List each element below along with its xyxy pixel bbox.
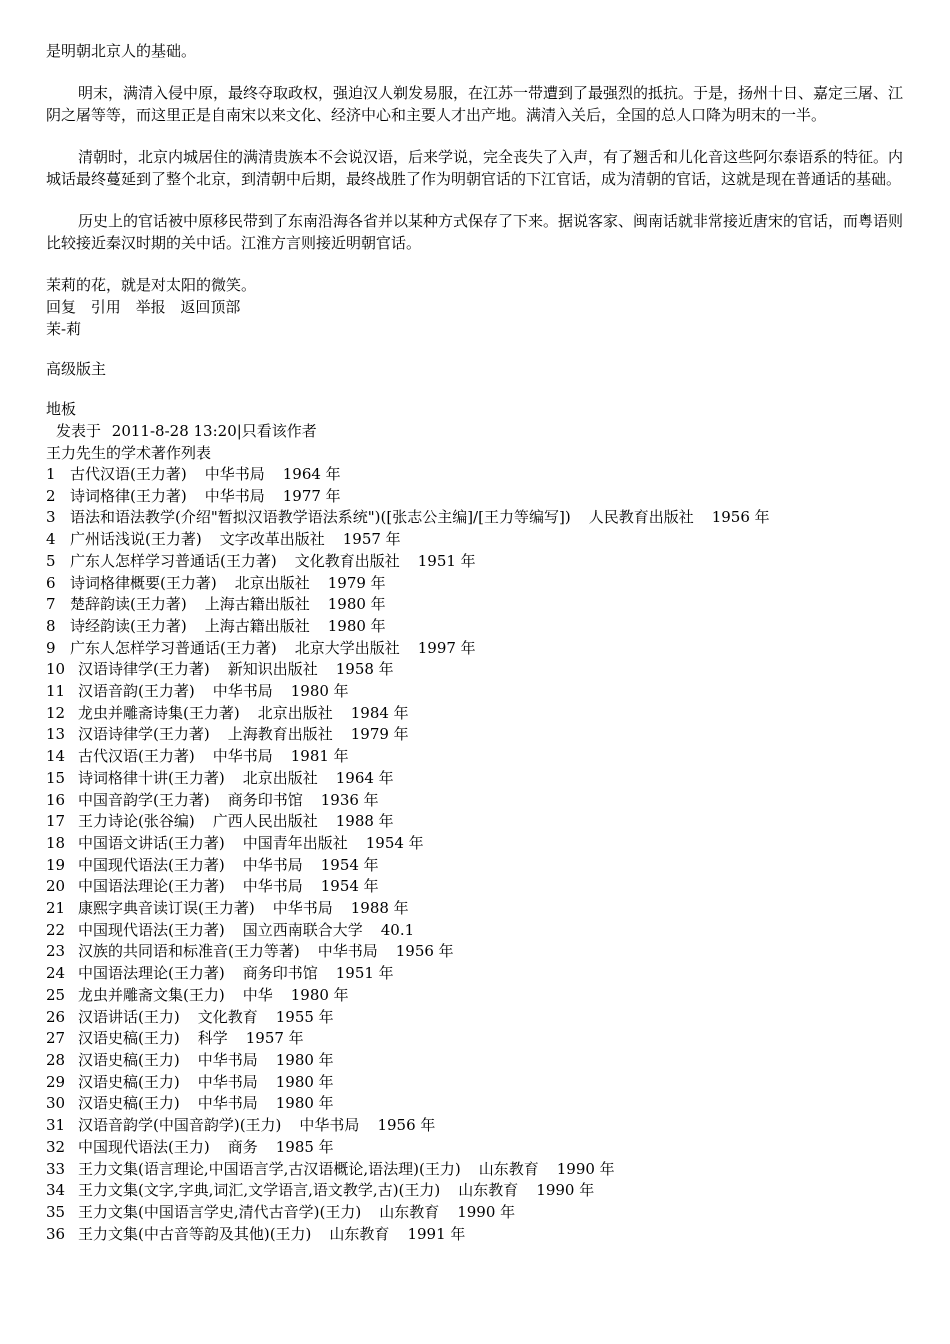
work-year: 1990 年 bbox=[536, 1181, 595, 1200]
work-row bbox=[46, 616, 908, 638]
work-number: 31 bbox=[46, 1116, 66, 1135]
post-actions bbox=[46, 296, 908, 318]
work-year: 1956 年 bbox=[711, 508, 770, 527]
work-number: 29 bbox=[46, 1072, 66, 1091]
work-row bbox=[46, 659, 908, 681]
post-meta bbox=[46, 420, 908, 442]
reply-link[interactable]: 回复 bbox=[46, 298, 77, 316]
work-row bbox=[46, 855, 908, 877]
work-title: 汉语史稿(王力) bbox=[78, 1072, 180, 1091]
work-title: 诗经韵读(王力著) bbox=[70, 616, 187, 635]
work-publisher: 中华书局 bbox=[212, 747, 273, 766]
work-title: 王力文集(中古音等韵及其他)(王力) bbox=[78, 1224, 312, 1243]
work-publisher: 中华书局 bbox=[212, 682, 273, 701]
work-title: 广东人怎样学习普通话(王力著) bbox=[70, 638, 277, 657]
only-author-link[interactable]: |只看该作者 bbox=[236, 422, 317, 440]
work-row bbox=[46, 920, 908, 942]
work-row bbox=[46, 1224, 908, 1246]
work-number: 3 bbox=[46, 508, 56, 527]
work-row bbox=[46, 811, 908, 833]
work-year: 1988 年 bbox=[335, 812, 394, 831]
work-row bbox=[46, 638, 908, 660]
work-title: 楚辞韵读(王力著) bbox=[70, 595, 187, 614]
work-number: 26 bbox=[46, 1007, 66, 1026]
work-row bbox=[46, 876, 908, 898]
work-year: 1957 年 bbox=[342, 530, 401, 549]
work-publisher: 山东教育 bbox=[379, 1202, 440, 1221]
author-name[interactable]: 茉-莉 bbox=[46, 320, 82, 338]
work-year: 1956 年 bbox=[377, 1116, 436, 1135]
work-title: 汉语史稿(王力) bbox=[78, 1050, 180, 1069]
work-publisher: 北京出版社 bbox=[234, 573, 310, 592]
work-publisher: 文字改革出版社 bbox=[219, 530, 325, 549]
work-year: 1997 年 bbox=[417, 638, 476, 657]
work-year: 1981 年 bbox=[290, 747, 349, 766]
work-title: 王力文集(中国语言学史,清代古音学)(王力) bbox=[78, 1202, 362, 1221]
work-title: 中国现代语法(王力著) bbox=[78, 920, 225, 939]
work-row bbox=[46, 790, 908, 812]
work-title: 王力文集(文字,字典,词汇,文学语言,语文教学,古)(王力) bbox=[78, 1181, 441, 1200]
work-year: 1957 年 bbox=[245, 1029, 304, 1048]
work-year: 1954 年 bbox=[320, 877, 379, 896]
work-publisher: 上海古籍出版社 bbox=[204, 616, 310, 635]
work-year: 1964 年 bbox=[335, 768, 394, 787]
work-number: 16 bbox=[46, 790, 66, 809]
work-row bbox=[46, 529, 908, 551]
list-title: 王力先生的学术著作列表 bbox=[46, 444, 212, 462]
work-year: 1954 年 bbox=[320, 855, 379, 874]
work-row bbox=[46, 768, 908, 790]
author-rank: 高级版主 bbox=[46, 360, 107, 378]
floor-label: 地板 bbox=[46, 400, 77, 418]
work-year: 1954 年 bbox=[365, 833, 424, 852]
work-year: 1991 年 bbox=[407, 1224, 466, 1243]
work-publisher: 中华书局 bbox=[299, 1116, 360, 1135]
work-publisher: 山东教育 bbox=[478, 1159, 539, 1178]
work-number: 34 bbox=[46, 1181, 66, 1200]
quote-link[interactable]: 引用 bbox=[90, 298, 121, 316]
work-publisher: 中华 bbox=[242, 985, 273, 1004]
work-number: 9 bbox=[46, 638, 56, 657]
work-year: 1958 年 bbox=[335, 660, 394, 679]
paragraph-4: 历史上的官话被中原移民带到了东南沿海各省并以某种方式保存了下来。据说客家、闽南话就非常接近唐宋的官话，而粤语则比较接近秦汉时期的关中话。江淮方言则接近明朝官话。 bbox=[46, 212, 904, 252]
work-title: 古代汉语(王力著) bbox=[78, 747, 195, 766]
work-year: 1951 年 bbox=[335, 964, 394, 983]
work-row bbox=[46, 1159, 908, 1181]
work-row bbox=[46, 963, 908, 985]
work-title: 王力文集(语言理论,中国语言学,古汉语概论,语法理)(王力) bbox=[78, 1159, 461, 1178]
work-row bbox=[46, 1202, 908, 1224]
work-title: 中国语法理论(王力著) bbox=[78, 964, 225, 983]
work-number: 6 bbox=[46, 573, 56, 592]
work-number: 23 bbox=[46, 942, 66, 961]
work-title: 诗词格律(王力著) bbox=[70, 486, 187, 505]
report-link[interactable]: 举报 bbox=[135, 298, 166, 316]
work-number: 22 bbox=[46, 920, 66, 939]
work-number: 11 bbox=[46, 682, 66, 701]
work-title: 龙虫并雕斋诗集(王力著) bbox=[78, 703, 240, 722]
work-title: 中国现代语法(王力) bbox=[78, 1137, 210, 1156]
work-number: 12 bbox=[46, 703, 66, 722]
posted-prefix: 发表于 bbox=[56, 422, 102, 440]
work-number: 13 bbox=[46, 725, 66, 744]
work-publisher: 广西人民出版社 bbox=[212, 812, 318, 831]
work-title: 龙虫并雕斋文集(王力) bbox=[78, 985, 225, 1004]
work-year: 1985 年 bbox=[275, 1137, 334, 1156]
work-publisher: 北京大学出版社 bbox=[294, 638, 400, 657]
work-row bbox=[46, 724, 908, 746]
work-publisher: 中华书局 bbox=[197, 1050, 258, 1069]
forum-page bbox=[46, 0, 908, 1245]
work-year: 40.1 bbox=[380, 920, 415, 939]
work-title: 广东人怎样学习普通话(王力著) bbox=[70, 551, 277, 570]
work-publisher: 文化教育 bbox=[197, 1007, 258, 1026]
work-number: 32 bbox=[46, 1137, 66, 1156]
work-title: 中国音韵学(王力著) bbox=[78, 790, 210, 809]
work-number: 14 bbox=[46, 747, 66, 766]
work-row bbox=[46, 1115, 908, 1137]
work-title: 汉语史稿(王力) bbox=[78, 1029, 180, 1048]
work-number: 28 bbox=[46, 1050, 66, 1069]
work-number: 8 bbox=[46, 616, 56, 635]
work-publisher: 中华书局 bbox=[242, 855, 303, 874]
work-row bbox=[46, 703, 908, 725]
work-row bbox=[46, 1093, 908, 1115]
work-title: 中国现代语法(王力著) bbox=[78, 855, 225, 874]
work-number: 19 bbox=[46, 855, 66, 874]
work-number: 21 bbox=[46, 899, 66, 918]
work-year: 1990 年 bbox=[556, 1159, 615, 1178]
work-row bbox=[46, 1072, 908, 1094]
work-row bbox=[46, 1028, 908, 1050]
work-row bbox=[46, 746, 908, 768]
work-number: 15 bbox=[46, 768, 66, 787]
work-number: 36 bbox=[46, 1224, 66, 1243]
work-row bbox=[46, 941, 908, 963]
work-number: 2 bbox=[46, 486, 56, 505]
work-publisher: 文化教育出版社 bbox=[294, 551, 400, 570]
work-year: 1988 年 bbox=[350, 899, 409, 918]
work-row bbox=[46, 507, 908, 529]
work-title: 汉语史稿(王力) bbox=[78, 1094, 180, 1113]
work-title: 汉语诗律学(王力著) bbox=[78, 725, 210, 744]
work-publisher: 中华书局 bbox=[242, 877, 303, 896]
work-number: 24 bbox=[46, 964, 66, 983]
work-publisher: 上海教育出版社 bbox=[227, 725, 333, 744]
work-year: 1956 年 bbox=[395, 942, 454, 961]
work-title: 中国语法理论(王力著) bbox=[78, 877, 225, 896]
work-row bbox=[46, 551, 908, 573]
work-row bbox=[46, 985, 908, 1007]
work-title: 语法和语法教学(介绍"暂拟汉语教学语法系统")([张志公主编]/[王力等编写]) bbox=[70, 508, 571, 527]
work-row bbox=[46, 594, 908, 616]
work-publisher: 上海古籍出版社 bbox=[204, 595, 310, 614]
work-number: 17 bbox=[46, 812, 66, 831]
back-to-top-link[interactable]: 返回顶部 bbox=[180, 298, 241, 316]
work-year: 1980 年 bbox=[275, 1072, 334, 1091]
work-year: 1980 年 bbox=[327, 595, 386, 614]
work-title: 汉语讲话(王力) bbox=[78, 1007, 180, 1026]
work-year: 1951 年 bbox=[417, 551, 476, 570]
work-row bbox=[46, 1137, 908, 1159]
work-number: 4 bbox=[46, 530, 56, 549]
work-publisher: 国立西南联合大学 bbox=[242, 920, 363, 939]
paragraph-3: 清朝时，北京内城居住的满清贵族本不会说汉语，后来学说，完全丧失了入声，有了翘舌和儿化音这些阿尔泰语系的特征。内城话最终蔓延到了整个北京，到清朝中后期，最终战胜了作为明朝官话的下江官话，成为清朝的官话，这就是现在普通话的基础。 bbox=[46, 148, 904, 188]
work-year: 1984 年 bbox=[350, 703, 409, 722]
work-title: 中国语文讲话(王力著) bbox=[78, 833, 225, 852]
work-year: 1980 年 bbox=[275, 1050, 334, 1069]
work-title: 古代汉语(王力著) bbox=[70, 465, 187, 483]
work-number: 35 bbox=[46, 1202, 66, 1221]
work-publisher: 商务印书馆 bbox=[242, 964, 318, 983]
work-title: 汉语诗律学(王力著) bbox=[78, 660, 210, 679]
work-row bbox=[46, 464, 908, 486]
work-year: 1955 年 bbox=[275, 1007, 334, 1026]
work-publisher: 山东教育 bbox=[458, 1181, 519, 1200]
work-row bbox=[46, 486, 908, 508]
work-row bbox=[46, 898, 908, 920]
work-year: 1977 年 bbox=[282, 486, 341, 505]
work-number: 33 bbox=[46, 1159, 66, 1178]
work-number: 5 bbox=[46, 551, 56, 570]
work-number: 10 bbox=[46, 660, 66, 679]
work-publisher: 新知识出版社 bbox=[227, 660, 318, 679]
work-number: 30 bbox=[46, 1094, 66, 1113]
work-row bbox=[46, 1180, 908, 1202]
work-year: 1979 年 bbox=[327, 573, 386, 592]
work-year: 1980 年 bbox=[290, 985, 349, 1004]
paragraph-1: 是明朝北京人的基础。 bbox=[46, 42, 197, 60]
work-row bbox=[46, 1007, 908, 1029]
work-publisher: 商务 bbox=[227, 1137, 258, 1156]
work-title: 王力诗论(张谷编) bbox=[78, 812, 195, 831]
work-number: 1 bbox=[46, 465, 56, 483]
work-year: 1964 年 bbox=[282, 465, 341, 483]
work-publisher: 中华书局 bbox=[204, 465, 265, 483]
work-publisher: 山东教育 bbox=[329, 1224, 390, 1243]
work-title: 汉语音韵学(中国音韵学)(王力) bbox=[78, 1116, 282, 1135]
work-publisher: 人民教育出版社 bbox=[588, 508, 694, 527]
work-row bbox=[46, 833, 908, 855]
work-publisher: 中华书局 bbox=[197, 1094, 258, 1113]
work-number: 25 bbox=[46, 985, 66, 1004]
work-publisher: 中华书局 bbox=[197, 1072, 258, 1091]
work-title: 诗词格律十讲(王力著) bbox=[78, 768, 225, 787]
work-number: 20 bbox=[46, 877, 66, 896]
work-publisher: 商务印书馆 bbox=[227, 790, 303, 809]
work-publisher: 北京出版社 bbox=[242, 768, 318, 787]
work-row bbox=[46, 1050, 908, 1072]
work-row bbox=[46, 681, 908, 703]
work-title: 诗词格律概要(王力著) bbox=[70, 573, 217, 592]
work-year: 1990 年 bbox=[457, 1202, 516, 1221]
work-year: 1980 年 bbox=[275, 1094, 334, 1113]
work-publisher: 科学 bbox=[197, 1029, 228, 1048]
work-title: 汉语音韵(王力著) bbox=[78, 682, 195, 701]
work-year: 1979 年 bbox=[350, 725, 409, 744]
works-list bbox=[46, 464, 908, 1245]
work-year: 1980 年 bbox=[290, 682, 349, 701]
signature: 茉莉的花，就是对太阳的微笑。 bbox=[46, 276, 257, 294]
work-number: 18 bbox=[46, 833, 66, 852]
paragraph-2: 明末，满清入侵中原，最终夺取政权，强迫汉人剃发易服，在江苏一带遭到了最强烈的抵抗。于是，扬州十日、嘉定三屠、江阴之屠等等，而这里正是自南宋以来文化、经济中心和主要人才出产地。满清入关后，全国的总人口降为明末的一半。 bbox=[46, 84, 904, 124]
posted-time: 2011-8-28 13:20 bbox=[111, 422, 237, 440]
work-row bbox=[46, 573, 908, 595]
work-number: 7 bbox=[46, 595, 56, 614]
work-publisher: 中华书局 bbox=[317, 942, 378, 961]
work-publisher: 中国青年出版社 bbox=[242, 833, 348, 852]
work-number: 27 bbox=[46, 1029, 66, 1048]
work-title: 康熙字典音读订误(王力著) bbox=[78, 899, 255, 918]
work-publisher: 中华书局 bbox=[272, 899, 333, 918]
post-footer bbox=[46, 274, 908, 464]
work-title: 汉族的共同语和标准音(王力等著) bbox=[78, 942, 300, 961]
work-publisher: 北京出版社 bbox=[257, 703, 333, 722]
work-title: 广州话浅说(王力著) bbox=[70, 530, 202, 549]
work-publisher: 中华书局 bbox=[204, 486, 265, 505]
work-year: 1980 年 bbox=[327, 616, 386, 635]
work-year: 1936 年 bbox=[320, 790, 379, 809]
